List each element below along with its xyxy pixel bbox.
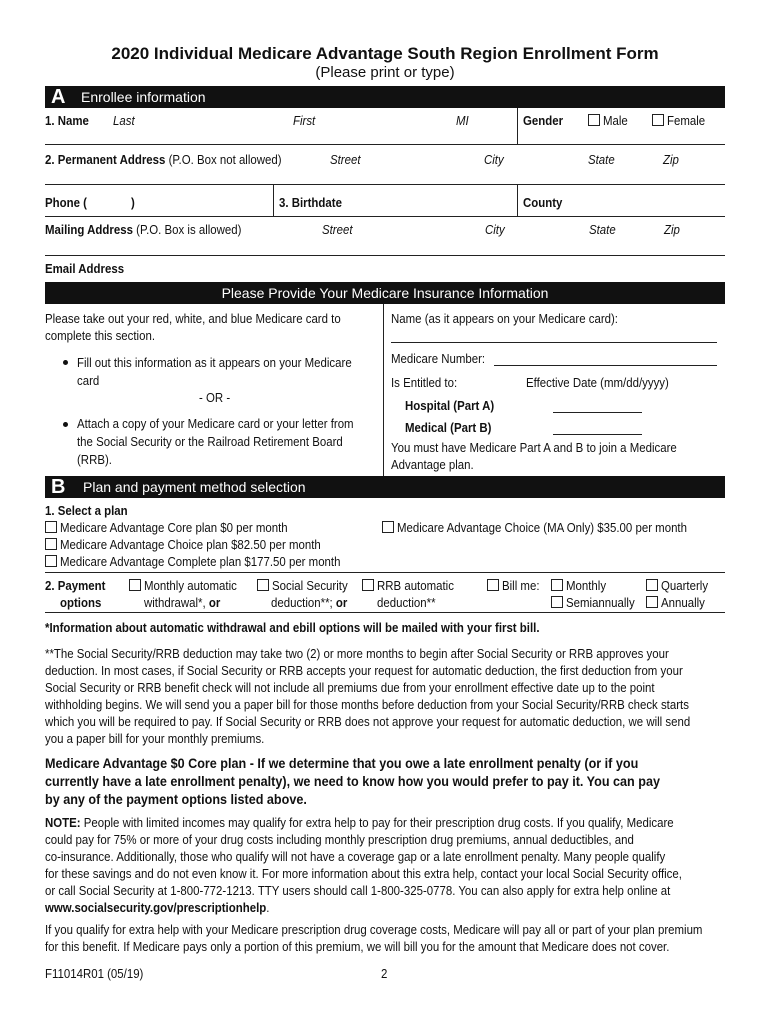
pay-social-security-option[interactable]: [257, 578, 358, 593]
plan-choice-option[interactable]: [45, 537, 356, 552]
address-zip-hint: Zip: [663, 152, 679, 167]
plan-core-checkbox[interactable]: [45, 521, 57, 533]
gender-female-label: Female: [667, 113, 706, 128]
bullet1-line2: card: [77, 373, 100, 388]
plan-complete-option[interactable]: [45, 554, 379, 569]
pay-rrb-deduction: deduction**: [377, 595, 436, 610]
bill-annually-label: Annually: [661, 595, 705, 610]
ss-rrb-deduction-note: [45, 645, 770, 747]
effective-date-label: Effective Date (mm/dd/yyyy): [526, 375, 669, 390]
bill-annually-checkbox[interactable]: [646, 596, 658, 608]
hospital-date-field[interactable]: [553, 396, 642, 412]
phone-field[interactable]: [95, 188, 265, 214]
socialsecurity-link[interactable]: www.socialsecurity.gov/prescriptionhelp: [45, 900, 267, 915]
name-last-hint: Last: [113, 113, 135, 128]
bill-monthly-checkbox[interactable]: [551, 579, 563, 591]
name-first-hint: First: [293, 113, 316, 128]
gender-female-checkbox[interactable]: [652, 114, 664, 126]
plan-core-option[interactable]: [45, 520, 319, 535]
bill-monthly-label: Monthly: [566, 578, 607, 593]
pay-rrb-checkbox[interactable]: [362, 579, 374, 591]
plan-ma-only-label: Medicare Advantage Choice (MA Only) $35.00 per month: [397, 520, 687, 535]
county-field[interactable]: [575, 188, 725, 214]
bill-semiannually-label: Semiannually: [566, 595, 635, 610]
gender-label: Gender: [523, 113, 564, 128]
name-field[interactable]: [108, 110, 510, 140]
mailing-address-field[interactable]: [280, 218, 725, 252]
medicare-card-name-field[interactable]: [391, 326, 717, 342]
bill-quarterly-checkbox[interactable]: [646, 579, 658, 591]
mailing-address-title: Mailing Address: [45, 222, 133, 237]
bullet2-line1: Attach a copy of your Medicare card or your letter from: [77, 416, 354, 431]
mailing-zip-hint: Zip: [664, 222, 680, 237]
address-city-hint: City: [484, 152, 504, 167]
core-plan-line: currently have a late enrollment penalty), we need to know how you would prefer to pay it. You can pay: [45, 773, 660, 789]
pay-monthly-auto-line2: [144, 595, 220, 610]
bill-monthly-option[interactable]: [551, 578, 612, 593]
plan-choice-label: Medicare Advantage Choice plan $82.50 per month: [60, 537, 321, 552]
bill-annually-option[interactable]: [646, 595, 711, 610]
mailing-state-hint: State: [589, 222, 616, 237]
or-connector: or: [208, 595, 221, 610]
parts-note-line1: You must have Medicare Part A and B to join a Medicare: [391, 440, 677, 455]
bullet2-line3: (RRB).: [77, 452, 112, 467]
gender-female-option[interactable]: [652, 113, 710, 128]
gender-male-label: Male: [603, 113, 628, 128]
form-id: F11014R01 (05/19): [45, 966, 144, 981]
ss-rrb-line: **The Social Security/RRB deduction may take two (2) or more months to begin after Social Security or RRB approves your: [45, 646, 669, 661]
section-a-header: [45, 86, 725, 108]
note-line: [45, 814, 714, 831]
medicare-intro-line2: complete this section.: [45, 328, 156, 343]
medical-date-line: [553, 434, 642, 435]
medicare-number-label: Medicare Number:: [391, 351, 486, 366]
email-field[interactable]: [140, 258, 725, 280]
ss-rrb-line: which you will be required to pay. If Social Security or RRB does not approve your request for automatic deduction, we will send: [45, 714, 691, 729]
or-connector: or: [335, 595, 348, 610]
permanent-address-note: (P.O. Box not allowed): [168, 152, 282, 167]
ss-rrb-line: deduction. In most cases, if Social Security or RRB accepts your request for automatic deduction, the first deduction from your: [45, 663, 683, 678]
permanent-address-field[interactable]: [325, 148, 725, 178]
form-subtitle: (Please print or type): [315, 64, 455, 81]
mailing-street-hint: Street: [322, 222, 353, 237]
address-state-hint: State: [588, 152, 615, 167]
pay-bill-me-label: Bill me:: [502, 578, 540, 593]
ss-rrb-line: you a paper bill for your monthly premiums.: [45, 731, 265, 746]
gender-male-option[interactable]: [588, 113, 631, 128]
parts-note-line2: Advantage plan.: [391, 457, 474, 472]
pay-monthly-auto-label: Monthly automatic: [144, 578, 237, 593]
mailing-address-label: [45, 222, 241, 237]
pay-monthly-auto-withdrawal: withdrawal*,: [144, 595, 206, 610]
pay-social-security-deduction: deduction**;: [271, 595, 333, 610]
birthdate-label: 3. Birthdate: [279, 195, 342, 210]
pay-bill-me-checkbox[interactable]: [487, 579, 499, 591]
bullet1-line1: Fill out this information as it appears on your Medicare: [77, 355, 352, 370]
medicare-info-header: [45, 282, 725, 304]
name-label: 1. Name: [45, 113, 89, 128]
core-plan-penalty-note: [45, 754, 770, 808]
email-label: Email Address: [45, 261, 125, 276]
plan-ma-only-option[interactable]: [382, 520, 727, 535]
name-mi-hint: MI: [456, 113, 469, 128]
note-line: [45, 899, 714, 916]
bullet-dot: [63, 360, 68, 365]
plan-core-label: Medicare Advantage Core plan $0 per month: [60, 520, 288, 535]
section-a-letter: A: [51, 86, 66, 108]
address-street-hint: Street: [330, 152, 361, 167]
ss-rrb-line: withholding begins. We will send you a paper bill for those months before deduction from your Social Security/RRB check starts: [45, 697, 689, 712]
mailing-address-note: (P.O. Box is allowed): [136, 222, 242, 237]
medicare-card-name-line: [391, 342, 717, 343]
medicare-intro-line1: Please take out your red, white, and blue Medicare card to: [45, 311, 341, 326]
pay-monthly-auto-option[interactable]: [129, 578, 250, 593]
entitled-label: Is Entitled to:: [391, 375, 458, 390]
payment-label-line1: 2. Payment: [45, 578, 106, 593]
auto-withdrawal-note: *Information about automatic withdrawal and ebill options will be mailed with your first bill.: [45, 620, 540, 635]
note-period: .: [266, 900, 270, 915]
note-line: co-insurance. Additionally, those who qualify will not have a coverage gap or a late enrollment penalty. Many people qualify: [45, 849, 666, 864]
pay-social-security-checkbox[interactable]: [257, 579, 269, 591]
core-plan-line: Medicare Advantage $0 Core plan - If we determine that you owe a late enrollment penalty (or if you: [45, 755, 639, 771]
bullet-dot: [63, 422, 68, 427]
or-separator: - OR -: [199, 390, 231, 405]
medicare-card-name-label: Name (as it appears on your Medicare card):: [391, 311, 618, 326]
plan-complete-label: Medicare Advantage Complete plan $177.50 per month: [60, 554, 341, 569]
medicare-info-heading: Please Provide Your Medicare Insurance Information: [221, 285, 549, 301]
note-line: for these savings and do not even know it. For more information about this extra help, contact your local Social Security office,: [45, 866, 682, 881]
mailing-city-hint: City: [485, 222, 505, 237]
page-number: 2: [381, 966, 388, 981]
note-label: NOTE:: [45, 815, 81, 830]
county-label: County: [523, 195, 563, 210]
pay-rrb-label: RRB automatic: [377, 578, 454, 593]
ss-rrb-line: Social Security or RRB benefit check will not include all premiums due from your enrollment effective date up to the point: [45, 680, 655, 695]
hospital-date-line: [553, 412, 642, 413]
note-line: could pay for 75% or more of your drug costs including monthly prescription drug premiums, annual deductibles, and: [45, 832, 634, 847]
bullet2-line2: the Social Security or the Railroad Retirement Board: [77, 434, 343, 449]
medicare-number-line: [494, 365, 717, 366]
payment-label-line2: options: [60, 595, 102, 610]
phone-label: Phone (: [45, 195, 87, 210]
pay-rrb-option[interactable]: [362, 578, 464, 593]
bill-semiannually-option[interactable]: [551, 595, 644, 610]
phone-close-paren: ): [131, 195, 135, 210]
pay-monthly-auto-checkbox[interactable]: [129, 579, 141, 591]
birthdate-field[interactable]: [360, 188, 510, 214]
section-a-heading: Enrollee information: [81, 89, 206, 105]
bill-quarterly-option[interactable]: [646, 578, 714, 593]
pay-social-security-line2: [271, 595, 347, 610]
premium-line: If you qualify for extra help with your Medicare prescription drug coverage costs, Medicare will pay all or part of your plan premium: [45, 922, 703, 937]
permanent-address-label: [45, 152, 282, 167]
select-plan-label: 1. Select a plan: [45, 503, 128, 518]
section-b-letter: B: [51, 476, 66, 498]
bill-quarterly-label: Quarterly: [661, 578, 709, 593]
plan-complete-checkbox[interactable]: [45, 555, 57, 567]
medical-date-field[interactable]: [553, 418, 642, 434]
section-b-header: [45, 476, 725, 498]
bill-semiannually-checkbox[interactable]: [551, 596, 563, 608]
section-b-heading: Plan and payment method selection: [83, 479, 306, 495]
medical-part-b-label: Medical (Part B): [405, 420, 492, 435]
pay-bill-me-option[interactable]: [487, 578, 545, 593]
note-text: People with limited incomes may qualify for extra help to pay for their prescription drug costs. If you qualify, Medicare: [83, 815, 674, 830]
plan-choice-checkbox[interactable]: [45, 538, 57, 550]
premium-line: for this benefit. If Medicare pays only a portion of this premium, we will bill you for the amount that Medicare does not cover.: [45, 939, 670, 954]
form-title: 2020 Individual Medicare Advantage South Region Enrollment Form: [111, 44, 659, 63]
medicare-number-field[interactable]: [494, 349, 717, 365]
gender-male-checkbox[interactable]: [588, 114, 600, 126]
pay-social-security-label: Social Security: [272, 578, 348, 593]
premium-coverage-note: [45, 921, 770, 955]
hospital-part-a-label: Hospital (Part A): [405, 398, 495, 413]
plan-ma-only-checkbox[interactable]: [382, 521, 394, 533]
extra-help-note: [45, 814, 770, 916]
note-line: or call Social Security at 1-800-772-1213. TTY users should call 1-800-325-0778. You can also apply for extra help online at: [45, 883, 671, 898]
core-plan-line: by any of the payment options listed above.: [45, 791, 307, 807]
permanent-address-title: 2. Permanent Address: [45, 152, 166, 167]
